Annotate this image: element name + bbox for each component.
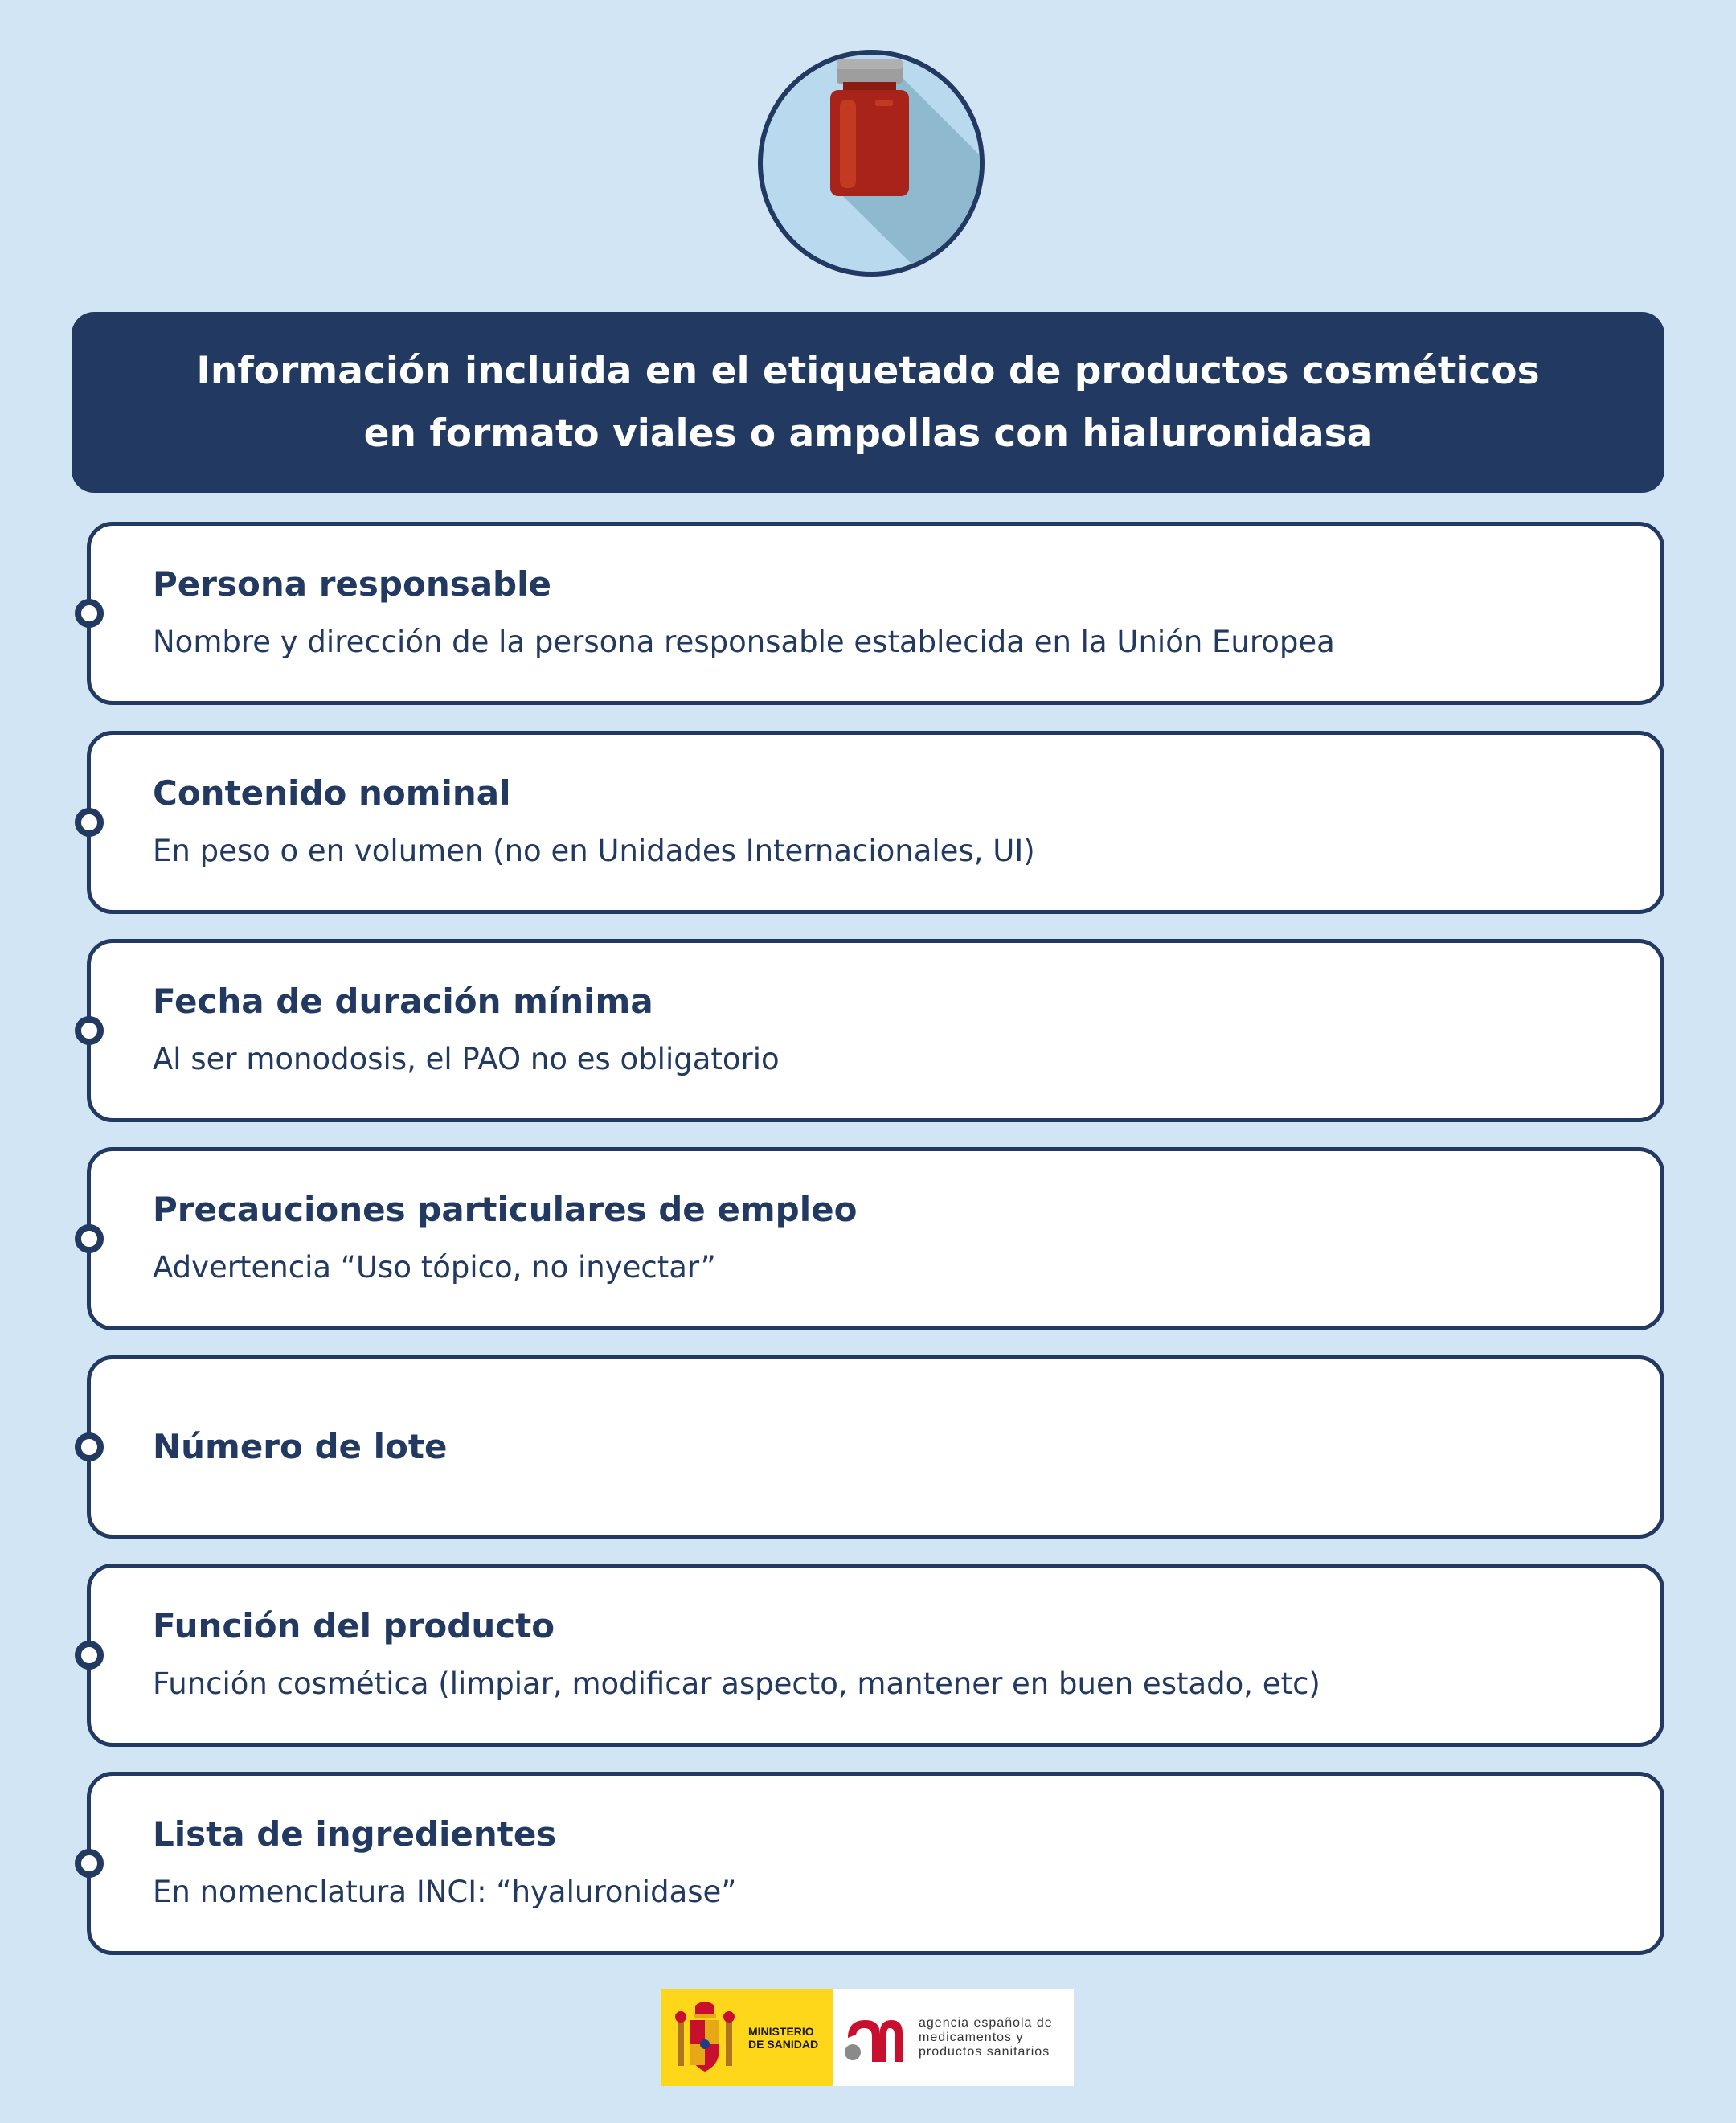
ministry-name-line-1: MINISTERIO [748,2024,814,2038]
agency-name-line-1: agencia española de [919,2015,1053,2030]
card-description: Al ser monodosis, el PAO no es obligatorio [153,1042,780,1076]
bullet-circle-icon [75,1016,104,1045]
card-description: Advertencia “Uso tópico, no inyectar” [153,1250,716,1285]
info-card-persona-responsable [87,522,1664,705]
card-description: En nomenclatura INCI: “hyaluronidase” [153,1875,737,1909]
info-card-precauciones [87,1147,1664,1330]
page-title-line-1: Información incluida en el etiquetado de productos cosméticos [196,348,1540,393]
bullet-circle-icon [75,808,104,837]
bullet-circle-icon [75,1224,104,1253]
ministerio-sanidad-logo [661,1989,833,2086]
card-description: En peso o en volumen (no en Unidades Internacionales, UI) [153,834,1035,868]
info-card-fecha-duracion [87,939,1664,1122]
card-title: Persona responsable [153,564,552,604]
card-description: Función cosmética (limpiar, modificar aspecto, mantener en buen estado, etc) [153,1666,1320,1701]
aemps-am-icon [840,2006,912,2070]
card-title: Fecha de duración mínima [153,982,653,1021]
coat-of-arms-icon [673,1998,737,2078]
bullet-circle-icon [75,599,104,628]
title-banner [72,312,1664,493]
bullet-circle-icon [75,1849,104,1878]
page-title-line-2: en formato viales o ampollas con hialuronidasa [363,411,1373,456]
bullet-circle-icon [75,1641,104,1670]
card-title: Contenido nominal [153,773,511,813]
card-title: Lista de ingredientes [153,1814,557,1854]
info-card-contenido-nominal [87,731,1664,914]
card-title: Número de lote [153,1427,448,1466]
info-card-numero-lote [87,1355,1664,1539]
agency-name-line-2: medicamentos y [919,2030,1024,2044]
card-description: Nombre y dirección de la persona responsable establecida en la Unión Europea [153,625,1335,659]
card-title: Precauciones particulares de empleo [153,1190,858,1229]
bullet-circle-icon [75,1432,104,1461]
card-title: Función del producto [153,1606,555,1646]
info-card-funcion-producto [87,1564,1664,1747]
info-card-lista-ingredientes [87,1772,1664,1955]
vial-icon [758,50,985,277]
footer-logos [661,1989,1074,2086]
aemps-logo [833,1989,1074,2086]
agency-name-line-3: productos sanitarios [919,2044,1050,2059]
ministry-name-line-2: DE SANIDAD [748,2037,819,2051]
